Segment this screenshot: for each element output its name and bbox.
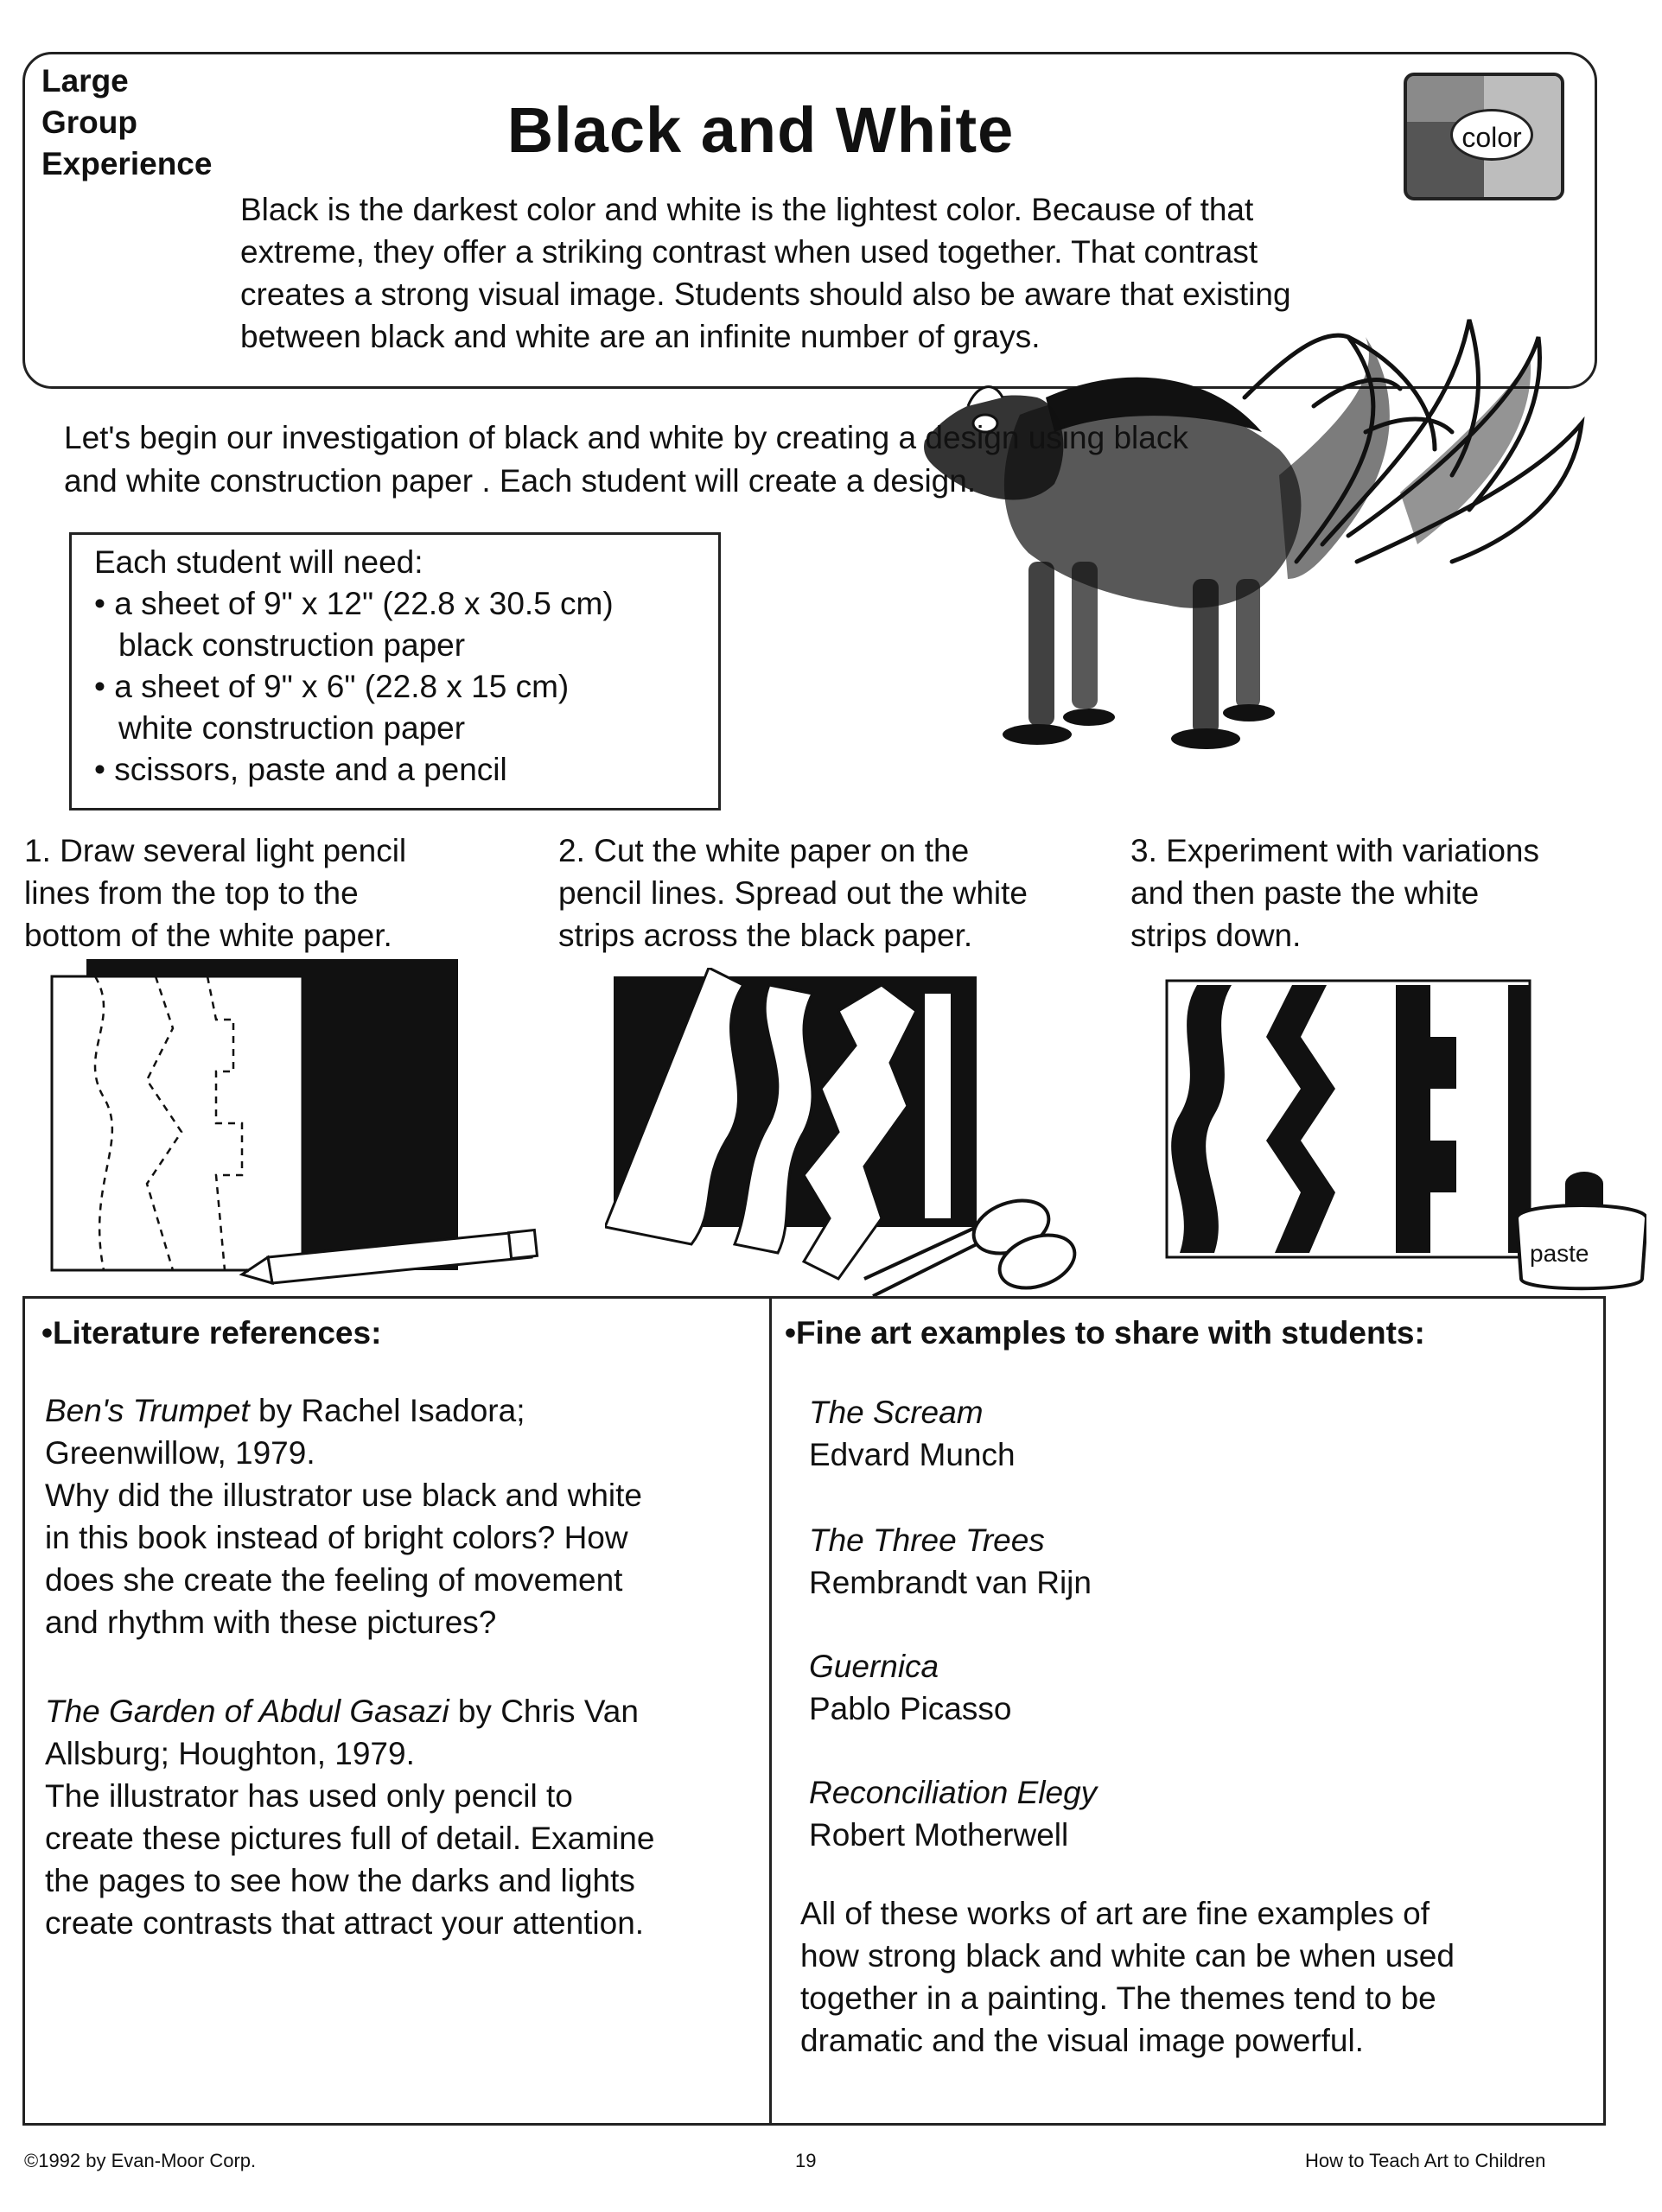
ref-text-line: The illustrator has used only pencil to [45, 1778, 573, 1814]
paste-jar-icon [1517, 1172, 1646, 1288]
materials-item: • scissors, paste and a pencil [94, 752, 507, 787]
artwork-artist: Pablo Picasso [809, 1691, 1012, 1726]
book-publisher: Greenwillow, 1979. [45, 1435, 315, 1471]
lead-text [64, 416, 1378, 503]
lead-line: and white construction paper . Each student will create a design. [64, 463, 977, 499]
ref-text-line: the pages to see how the darks and lights [45, 1863, 635, 1898]
ref-text-line: create contrasts that attract your attention. [45, 1905, 645, 1941]
step-line: and then paste the white [1130, 875, 1480, 911]
step-line: 2. Cut the white paper on the [558, 833, 970, 868]
summary-line: how strong black and white can be when used [800, 1938, 1455, 1974]
book-title: The Garden of Abdul Gasazi [45, 1694, 449, 1729]
step-3-illustration [1162, 976, 1646, 1296]
artwork-title: The Scream [809, 1395, 984, 1430]
ref-text-line: Why did the illustrator use black and white [45, 1478, 643, 1513]
step-1-text [24, 830, 508, 957]
materials-item: • a sheet of 9" x 6" (22.8 x 15 cm) [94, 669, 570, 704]
artwork-artist: Rembrandt van Rijn [809, 1565, 1092, 1600]
materials-item: black construction paper [118, 627, 466, 663]
literature-ref-1 [45, 1389, 754, 1643]
footer-page-number: 19 [795, 2150, 817, 2171]
skunk-illustration [916, 302, 1608, 786]
artwork-artist: Edvard Munch [809, 1437, 1016, 1472]
fine-art-work-3 [809, 1645, 1570, 1730]
ref-text-line: and rhythm with these pictures? [45, 1605, 497, 1640]
book-author: by Rachel Isadora; [249, 1393, 525, 1428]
summary-line: All of these works of art are fine examples of [800, 1896, 1430, 1931]
step-line: strips across the black paper. [558, 918, 973, 953]
step-1-illustration [43, 950, 562, 1287]
step-line: pencil lines. Spread out the white [558, 875, 1028, 911]
color-badge-label: color [1450, 109, 1533, 161]
fine-art-work-2 [809, 1519, 1570, 1604]
literature-heading: •Literature references: [41, 1315, 382, 1351]
intro-line: Black is the darkest color and white is the lightest color. Because of that [240, 192, 1254, 227]
summary-line: together in a painting. The themes tend to be [800, 1980, 1436, 2016]
artwork-title: Reconciliation Elegy [809, 1775, 1098, 1810]
group-label-line: Large [41, 63, 129, 99]
artwork-title: Guernica [809, 1649, 939, 1684]
materials-box [69, 532, 721, 810]
intro-line: creates a strong visual image. Students should also be aware that existing [240, 276, 1291, 312]
materials-heading: Each student will need: [94, 544, 423, 580]
materials-item: white construction paper [118, 710, 466, 746]
book-author: by Chris Van [449, 1694, 639, 1729]
page-title: Black and White [506, 94, 1015, 166]
step-line: 1. Draw several light pencil [24, 833, 407, 868]
artwork-title: The Three Trees [809, 1522, 1045, 1558]
ref-text-line: in this book instead of bright colors? How [45, 1520, 628, 1555]
fine-art-work-4 [809, 1771, 1570, 1856]
color-badge [1404, 73, 1564, 200]
group-label-line: Group [41, 105, 137, 140]
intro-line: extreme, they offer a striking contrast when used together. That contrast [240, 234, 1258, 270]
ref-text-line: does she create the feeling of movement [45, 1562, 623, 1598]
summary-line: dramatic and the visual image powerful. [800, 2023, 1364, 2058]
step-line: lines from the top to the [24, 875, 359, 911]
footer-book-title: How to Teach Art to Children [1305, 2150, 1546, 2171]
fine-art-summary [800, 1892, 1578, 2062]
column-divider [769, 1296, 772, 2126]
paste-jar-label: paste [1530, 1240, 1589, 1267]
step-3-text [1130, 830, 1632, 957]
artwork-artist: Robert Motherwell [809, 1817, 1069, 1853]
book-title: Ben's Trumpet [45, 1393, 250, 1428]
step-2-illustration [605, 968, 1089, 1313]
step-line: strips down. [1130, 918, 1302, 953]
step-line: bottom of the white paper. [24, 918, 392, 953]
ref-text-line: create these pictures full of detail. Examine [45, 1821, 655, 1856]
lead-line: Let's begin our investigation of black and white by creating a design using black [64, 420, 1188, 455]
intro-line: between black and white are an infinite number of grays. [240, 319, 1041, 354]
materials-item: • a sheet of 9" x 12" (22.8 x 30.5 cm) [94, 586, 614, 621]
step-line: 3. Experiment with variations [1130, 833, 1539, 868]
footer-copyright: ©1992 by Evan-Moor Corp. [24, 2150, 257, 2171]
literature-ref-2 [45, 1690, 754, 1944]
book-publisher: Allsburg; Houghton, 1979. [45, 1736, 415, 1771]
fine-art-work-1 [809, 1391, 1570, 1476]
step-2-text [558, 830, 1111, 957]
group-label-line: Experience [41, 146, 213, 181]
fine-art-heading: •Fine art examples to share with students: [785, 1315, 1425, 1351]
